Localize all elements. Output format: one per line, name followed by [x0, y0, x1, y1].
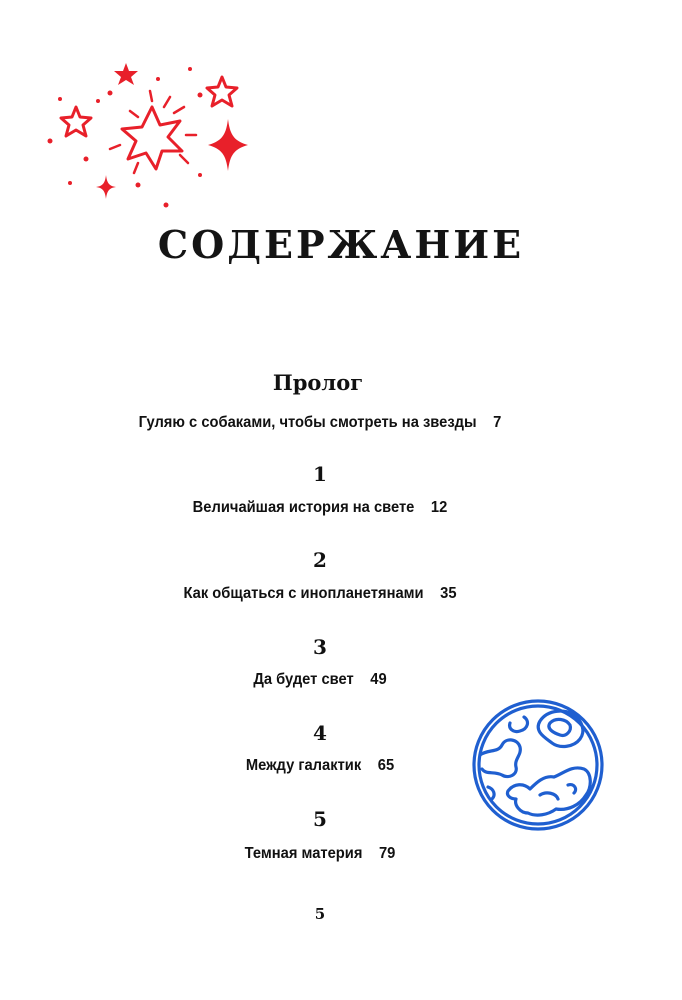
toc-entry-page: 65	[377, 757, 395, 774]
toc-entry-page: 79	[378, 845, 396, 862]
toc-entry-title: Между галактик	[245, 757, 362, 774]
toc-entry-chapter-1[interactable]	[26, 499, 615, 517]
page-title: СОДЕРЖАНИЕ	[157, 222, 525, 267]
toc-entry-page: 49	[370, 671, 387, 688]
toc-entry-title: Да будет свет	[253, 671, 354, 688]
toc-entry-title: Величайшая история на свете	[192, 499, 415, 516]
toc-entry-title: Гуляю с собаками, чтобы смотреть на звезды	[138, 414, 477, 431]
chapter-number: 1	[313, 462, 327, 486]
toc-entry-chapter-5[interactable]	[26, 845, 615, 863]
chapter-number: 5	[313, 807, 327, 831]
toc-entry-prologue[interactable]	[26, 414, 615, 432]
toc-entry-page: 35	[440, 585, 457, 602]
toc-entry-page: 12	[430, 499, 448, 516]
toc-entry-title: Как общаться с инопланетянами	[183, 585, 424, 602]
planet-icon	[468, 695, 608, 835]
sparkle-stars-icon	[40, 55, 260, 215]
toc-entry-chapter-3[interactable]	[26, 671, 615, 689]
prologue-heading: Пролог	[272, 370, 364, 395]
toc-entry-page: 7	[493, 414, 502, 431]
chapter-number: 4	[313, 721, 327, 745]
chapter-number: 2	[313, 548, 327, 572]
toc-entry-chapter-2[interactable]	[26, 585, 615, 603]
page-number: 5	[314, 905, 326, 923]
toc-entry-title: Темная материя	[244, 845, 363, 862]
chapter-number: 3	[313, 635, 327, 659]
